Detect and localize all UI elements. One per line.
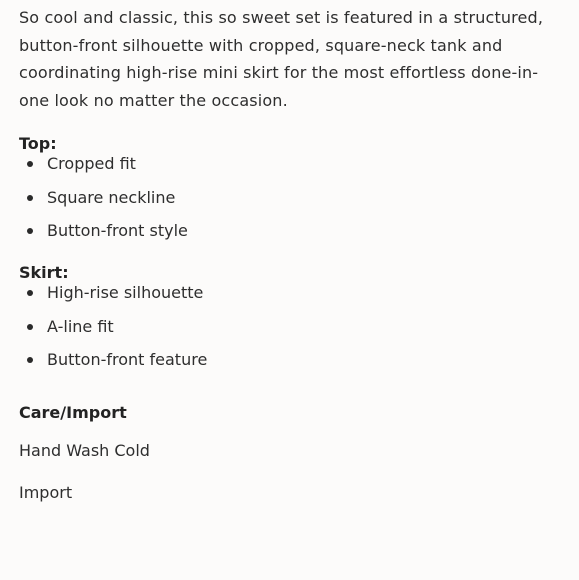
bullet-icon [27, 195, 33, 201]
bullet-icon [27, 228, 33, 234]
import-note: Import [19, 483, 73, 502]
care-import-heading: Care/Import [19, 403, 127, 422]
product-description: So cool and classic, this so sweet set is featured in a structured, button-front silhouette with cropped, square-neck tank and coordinating high-rise mini skirt for the most effortless done-in-one look no matter the occasion. [19, 8, 544, 110]
list-item [19, 154, 565, 174]
bullet-icon [27, 324, 33, 330]
skirt-heading: Skirt: [19, 263, 69, 282]
bullet-icon [27, 161, 33, 167]
list-item [19, 221, 565, 241]
care-instructions: Hand Wash Cold [19, 441, 150, 460]
bullet-icon [27, 357, 33, 363]
list-item [19, 283, 565, 303]
list-item-label: A-line fit [47, 316, 114, 336]
bullet-icon [27, 290, 33, 296]
top-feature-list [19, 154, 565, 241]
list-item [19, 317, 565, 337]
list-item-label: High-rise silhouette [47, 283, 204, 302]
list-item-label: Button-front feature [47, 350, 208, 369]
top-heading: Top: [19, 134, 57, 153]
list-item [19, 350, 565, 370]
list-item-label: Cropped fit [47, 154, 136, 173]
list-item-label: Button-front style [47, 221, 188, 240]
list-item-label: Square neckline [47, 187, 176, 207]
list-item [19, 188, 565, 208]
skirt-feature-list [19, 283, 565, 370]
